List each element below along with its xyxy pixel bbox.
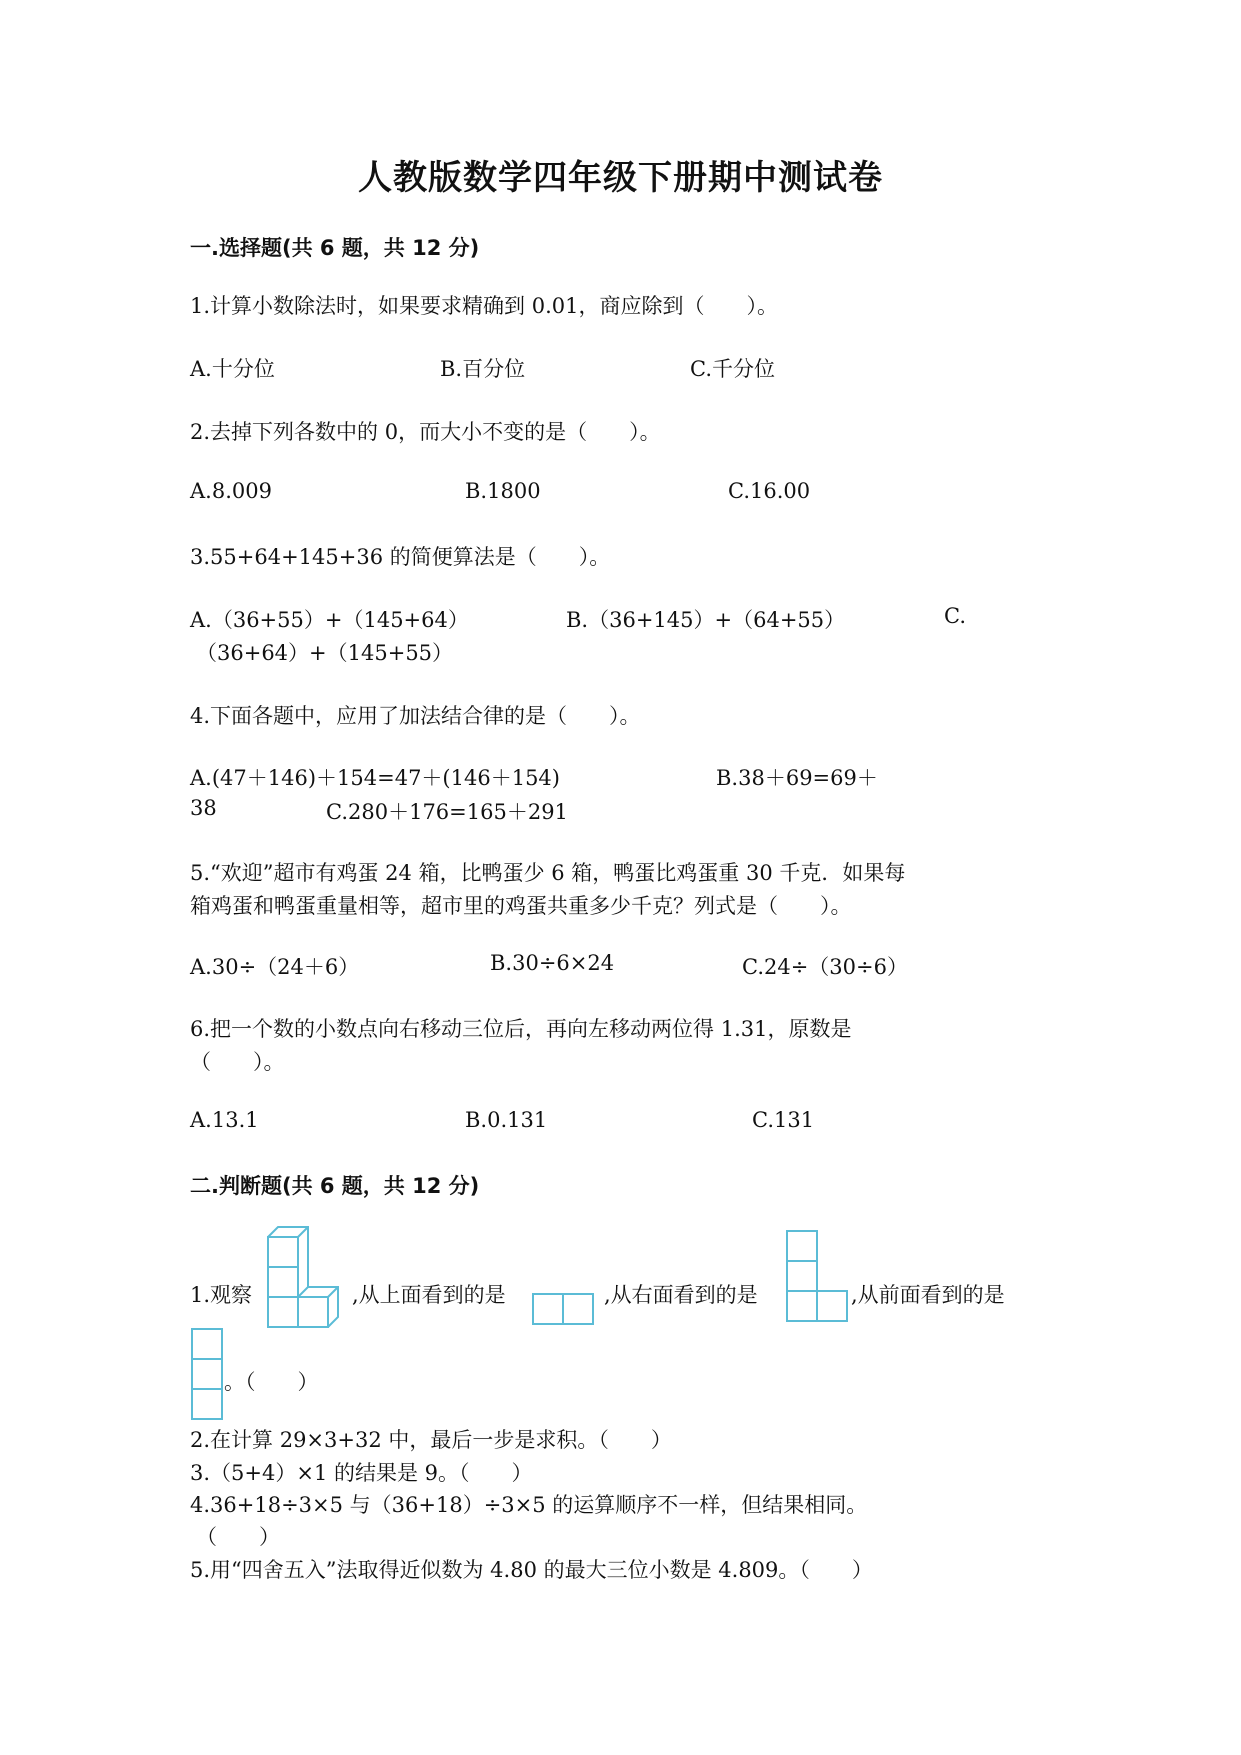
question-stem: 1.计算小数除法时，如果要求精确到 0.01，商应除到（ ）。	[190, 294, 778, 318]
judge-item: 2.在计算 29×3+32 中，最后一步是求积。（ ）	[190, 1428, 672, 1452]
option-c: C.280＋176=165＋291	[326, 800, 568, 824]
option-b-cont: 38	[190, 796, 217, 820]
option-a: A.30÷（24＋6）	[190, 955, 360, 979]
option-b: B.（36+145）+（64+55）	[566, 608, 846, 632]
option-b: B.1800	[465, 479, 541, 503]
question-stem: 3.55+64+145+36 的简便算法是（ ）。	[190, 545, 611, 569]
right-view-figure	[785, 1229, 849, 1325]
front-view-figure	[190, 1327, 224, 1423]
option-c: C.131	[752, 1108, 815, 1132]
judge-item: 5.用“四舍五入”法取得近似数为 4.80 的最大三位小数是 4.809。（ ）	[190, 1558, 873, 1582]
cube-stack-figure	[266, 1225, 342, 1331]
page-title: 人教版数学四年级下册期中测试卷	[358, 158, 883, 198]
option-c: C.24÷（30÷6）	[742, 955, 908, 979]
option-a: A.(47＋146)＋154=47＋(146＋154)	[190, 766, 560, 790]
question-text: ,从上面看到的是	[352, 1283, 506, 1307]
option-a: A.（36+55）+（145+64）	[190, 608, 469, 632]
question-stem: 6.把一个数的小数点向右移动三位后，再向左移动两位得 1.31，原数是	[190, 1017, 852, 1041]
option-a: A.8.009	[190, 479, 272, 503]
question-stem: 1.观察	[190, 1283, 253, 1307]
option-c: C.千分位	[690, 357, 775, 381]
option-c-text: （36+64）+（145+55）	[196, 641, 454, 665]
answer-blank: 。（ ）	[224, 1370, 319, 1394]
question-stem: 4.下面各题中，应用了加法结合律的是（ ）。	[190, 704, 641, 728]
option-c: C.	[944, 604, 966, 628]
question-stem-cont: （ ）。	[190, 1050, 285, 1074]
option-a: A.十分位	[190, 357, 275, 381]
option-c: C.16.00	[728, 479, 811, 503]
option-b: B.30÷6×24	[490, 951, 615, 975]
question-stem: 2.去掉下列各数中的 0，而大小不变的是（ ）。	[190, 420, 661, 444]
question-text: ,从前面看到的是	[851, 1283, 1005, 1307]
question-stem: 5.“欢迎”超市有鸡蛋 24 箱，比鸭蛋少 6 箱，鸭蛋比鸡蛋重 30 千克．如果每	[190, 861, 906, 885]
judge-item: 4.36+18÷3×5 与（36+18）÷3×5 的运算顺序不一样，但结果相同。	[190, 1493, 868, 1517]
option-b: B.百分位	[440, 357, 526, 381]
question-text: ,从右面看到的是	[604, 1283, 758, 1307]
section-heading-choice: 一.选择题(共 6 题，共 12 分)	[190, 236, 480, 260]
top-view-figure	[531, 1292, 595, 1326]
option-a: A.13.1	[190, 1108, 259, 1132]
judge-item: 3.（5+4）×1 的结果是 9。（ ）	[190, 1461, 533, 1485]
option-b: B.38＋69=69＋	[716, 766, 878, 790]
option-b: B.0.131	[465, 1108, 548, 1132]
judge-item-blank: （ ）	[196, 1525, 280, 1549]
section-heading-judge: 二.判断题(共 6 题，共 12 分)	[190, 1174, 480, 1198]
question-stem-cont: 箱鸡蛋和鸭蛋重量相等，超市里的鸡蛋共重多少千克？列式是（ ）。	[190, 894, 852, 918]
